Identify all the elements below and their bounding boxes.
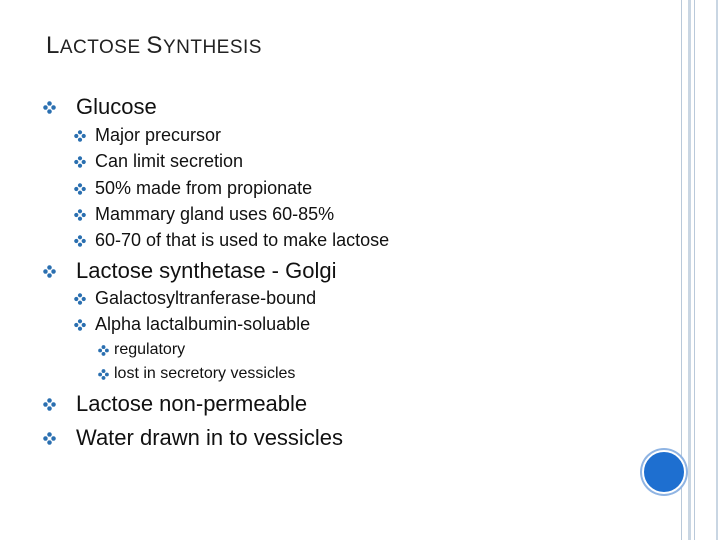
bullet-item-level2 <box>74 288 316 309</box>
bullet-item-level2 <box>74 204 334 225</box>
flower-bullet-icon <box>74 156 86 168</box>
flower-bullet-icon <box>43 101 56 114</box>
decorative-circle <box>642 450 686 494</box>
bullet-text: Major precursor <box>95 125 222 145</box>
bullet-text: Can limit secretion <box>95 151 244 171</box>
bullet-item-level1 <box>43 425 343 451</box>
flower-bullet-icon <box>74 130 86 142</box>
bullet-text: Galactosyltranferase-bound <box>95 288 317 308</box>
bullet-item-level1 <box>43 94 157 120</box>
flower-bullet-icon <box>98 369 109 380</box>
flower-bullet-icon <box>43 265 56 278</box>
flower-bullet-icon <box>74 209 86 221</box>
bullet-text: lost in secretory vessicles <box>114 365 296 382</box>
bullet-item-level2 <box>74 230 389 251</box>
flower-bullet-icon <box>43 432 56 445</box>
decorative-vertical-rule <box>688 0 691 540</box>
bullet-item-level3 <box>98 365 295 383</box>
title-initial: S <box>146 32 163 59</box>
bullet-text: Water drawn in to vessicles <box>76 425 343 450</box>
bullet-text: Mammary gland uses 60-85% <box>95 204 335 224</box>
flower-bullet-icon <box>74 319 86 331</box>
flower-bullet-icon <box>74 235 86 247</box>
bullet-item-level1 <box>43 391 307 417</box>
flower-bullet-icon <box>74 183 86 195</box>
bullet-text: Glucose <box>76 94 157 119</box>
bullet-text: 50% made from propionate <box>95 178 313 198</box>
bullet-text: Lactose non-permeable <box>76 391 308 416</box>
bullet-item-level2 <box>74 178 312 199</box>
title-part: YNTHESIS <box>162 37 262 58</box>
decorative-vertical-rule <box>716 0 718 540</box>
bullet-item-level2 <box>74 314 310 335</box>
flower-bullet-icon <box>98 345 109 356</box>
title-initial: L <box>46 32 60 59</box>
title-part: ACTOSE <box>59 37 147 58</box>
bullet-text: Lactose synthetase - Golgi <box>76 258 337 283</box>
bullet-item-level2 <box>74 151 243 172</box>
bullet-item-level2 <box>74 125 221 146</box>
flower-bullet-icon <box>43 398 56 411</box>
bullet-text: Alpha lactalbumin-soluable <box>95 314 311 334</box>
slide-title <box>46 32 262 60</box>
bullet-text: 60-70 of that is used to make lactose <box>95 230 390 250</box>
decorative-vertical-rule <box>694 0 695 540</box>
bullet-item-level3 <box>98 341 185 359</box>
bullet-text: regulatory <box>114 341 186 358</box>
flower-bullet-icon <box>74 293 86 305</box>
bullet-item-level1 <box>43 258 336 284</box>
